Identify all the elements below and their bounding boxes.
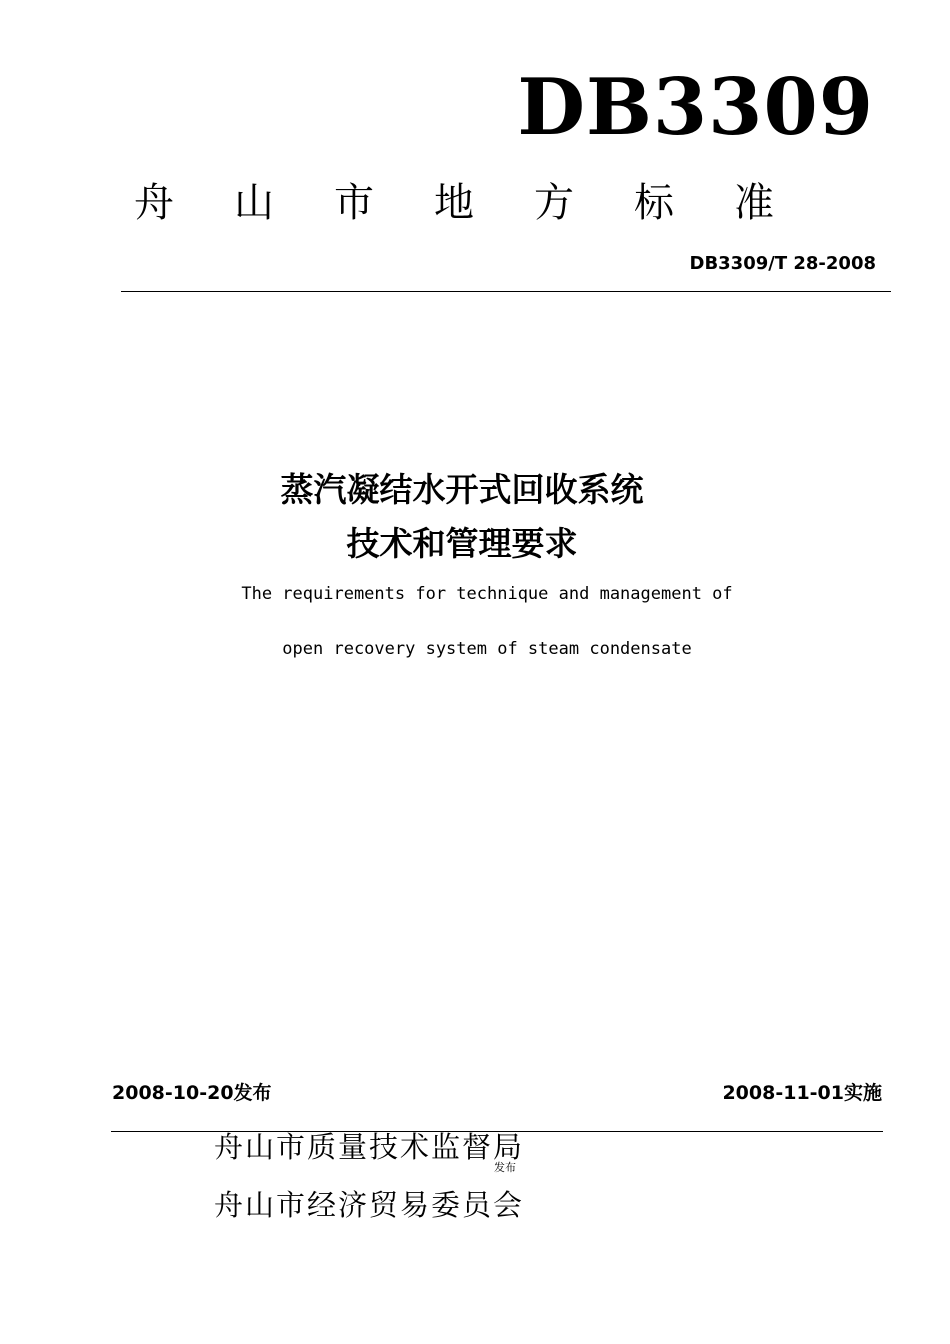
standard-type-char: 市 <box>334 180 374 226</box>
standard-type-char: 地 <box>434 180 474 226</box>
standard-type-char: 山 <box>234 180 274 226</box>
title-cn-line2: 技术和管理要求 <box>346 524 578 563</box>
standard-code: DB3309 <box>517 62 874 153</box>
issue-date: 2008-10-20发布 <box>112 1082 272 1104</box>
issuer-trade-commission: 舟山市经济贸易委员会 <box>214 1188 525 1222</box>
title-en-line1: The requirements for technique and management of <box>241 584 733 604</box>
title-cn-line1: 蒸汽凝结水开式回收系统 <box>280 470 644 509</box>
top-divider <box>121 291 891 292</box>
standard-type-char: 方 <box>534 180 574 226</box>
standard-type-char: 舟 <box>134 180 174 226</box>
issuer-quality-bureau: 舟山市质量技术监督局 <box>214 1130 525 1164</box>
issue-label: 发布 <box>494 1161 516 1174</box>
title-en-line2: open recovery system of steam condensate <box>282 639 692 659</box>
standard-type-heading <box>134 178 774 228</box>
standard-number: DB3309/T 28-2008 <box>689 253 876 274</box>
standard-type-char: 标 <box>634 180 674 226</box>
implementation-date: 2008-11-01实施 <box>722 1082 882 1104</box>
standard-type-char: 准 <box>734 180 774 226</box>
